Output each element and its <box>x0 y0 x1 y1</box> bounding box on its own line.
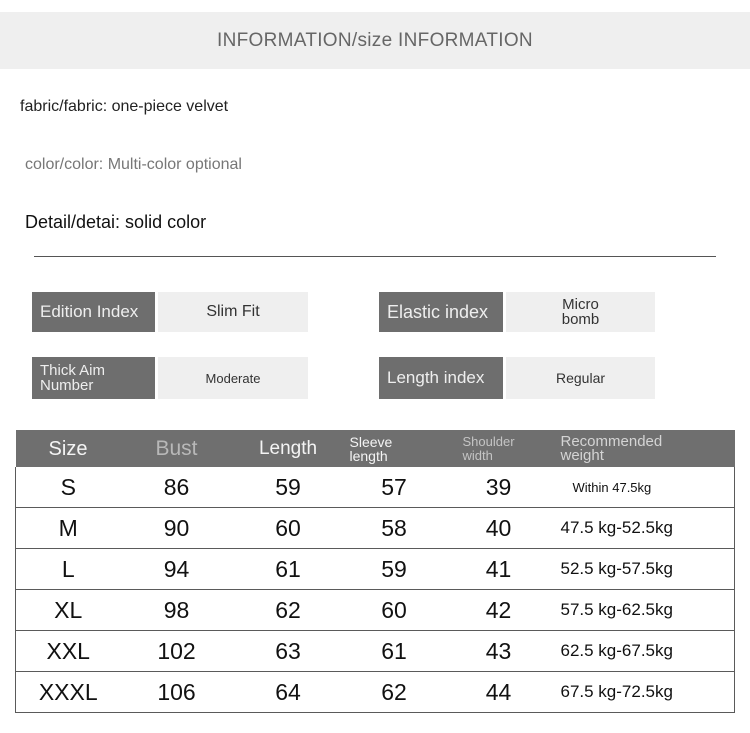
cell-size: XL <box>16 590 121 631</box>
cell-weight: Within 47.5kg <box>553 467 735 508</box>
cell-weight: 52.5 kg-57.5kg <box>553 549 735 590</box>
table-row <box>16 467 735 508</box>
size-table <box>15 430 735 713</box>
table-row <box>16 549 735 590</box>
header-length: Length <box>233 430 344 467</box>
length-index-label: Length index <box>379 357 503 399</box>
cell-weight: 67.5 kg-72.5kg <box>553 672 735 713</box>
cell-length: 63 <box>233 631 344 672</box>
cell-length: 59 <box>233 467 344 508</box>
cell-shoulder: 43 <box>445 631 553 672</box>
info-banner <box>0 12 750 69</box>
cell-length: 60 <box>233 508 344 549</box>
table-row <box>16 508 735 549</box>
divider <box>34 256 716 257</box>
cell-shoulder: 39 <box>445 467 553 508</box>
cell-sleeve: 58 <box>344 508 445 549</box>
cell-size: XXL <box>16 631 121 672</box>
cell-length: 64 <box>233 672 344 713</box>
cell-sleeve: 59 <box>344 549 445 590</box>
length-index-value: Regular <box>506 357 655 399</box>
table-row <box>16 672 735 713</box>
cell-weight: 47.5 kg-52.5kg <box>553 508 735 549</box>
cell-bust: 86 <box>121 467 233 508</box>
cell-bust: 102 <box>121 631 233 672</box>
edition-index-value: Slim Fit <box>158 292 308 332</box>
cell-shoulder: 40 <box>445 508 553 549</box>
banner-title: INFORMATION/size INFORMATION <box>217 29 533 51</box>
thickness-index-value: Moderate <box>158 357 308 399</box>
header-sleeve-length: Sleeve length <box>344 430 445 467</box>
cell-size: M <box>16 508 121 549</box>
header-size: Size <box>16 430 121 467</box>
cell-bust: 94 <box>121 549 233 590</box>
cell-length: 62 <box>233 590 344 631</box>
cell-length: 61 <box>233 549 344 590</box>
elastic-index-label: Elastic index <box>379 292 503 332</box>
cell-sleeve: 61 <box>344 631 445 672</box>
cell-bust: 98 <box>121 590 233 631</box>
cell-shoulder: 41 <box>445 549 553 590</box>
size-table-header <box>16 430 735 467</box>
table-row <box>16 631 735 672</box>
cell-sleeve: 57 <box>344 467 445 508</box>
color-info: color/color: Multi-color optional <box>25 156 242 173</box>
detail-info: Detail/detai: solid color <box>25 212 207 232</box>
cell-sleeve: 62 <box>344 672 445 713</box>
header-recommended-weight: Recommended weight <box>553 430 735 467</box>
fabric-info: fabric/fabric: one-piece velvet <box>20 98 229 115</box>
header-bust: Bust <box>121 430 233 467</box>
cell-bust: 90 <box>121 508 233 549</box>
header-shoulder-width: Shoulder width <box>445 430 553 467</box>
cell-shoulder: 44 <box>445 672 553 713</box>
table-row <box>16 590 735 631</box>
cell-weight: 62.5 kg-67.5kg <box>553 631 735 672</box>
thickness-index-label: Thick Aim Number <box>32 357 155 399</box>
cell-shoulder: 42 <box>445 590 553 631</box>
elastic-index-value: Micro bomb <box>506 292 655 332</box>
edition-index-label: Edition Index <box>32 292 155 332</box>
cell-weight: 57.5 kg-62.5kg <box>553 590 735 631</box>
cell-size: L <box>16 549 121 590</box>
cell-sleeve: 60 <box>344 590 445 631</box>
cell-size: XXXL <box>16 672 121 713</box>
cell-size: S <box>16 467 121 508</box>
cell-bust: 106 <box>121 672 233 713</box>
